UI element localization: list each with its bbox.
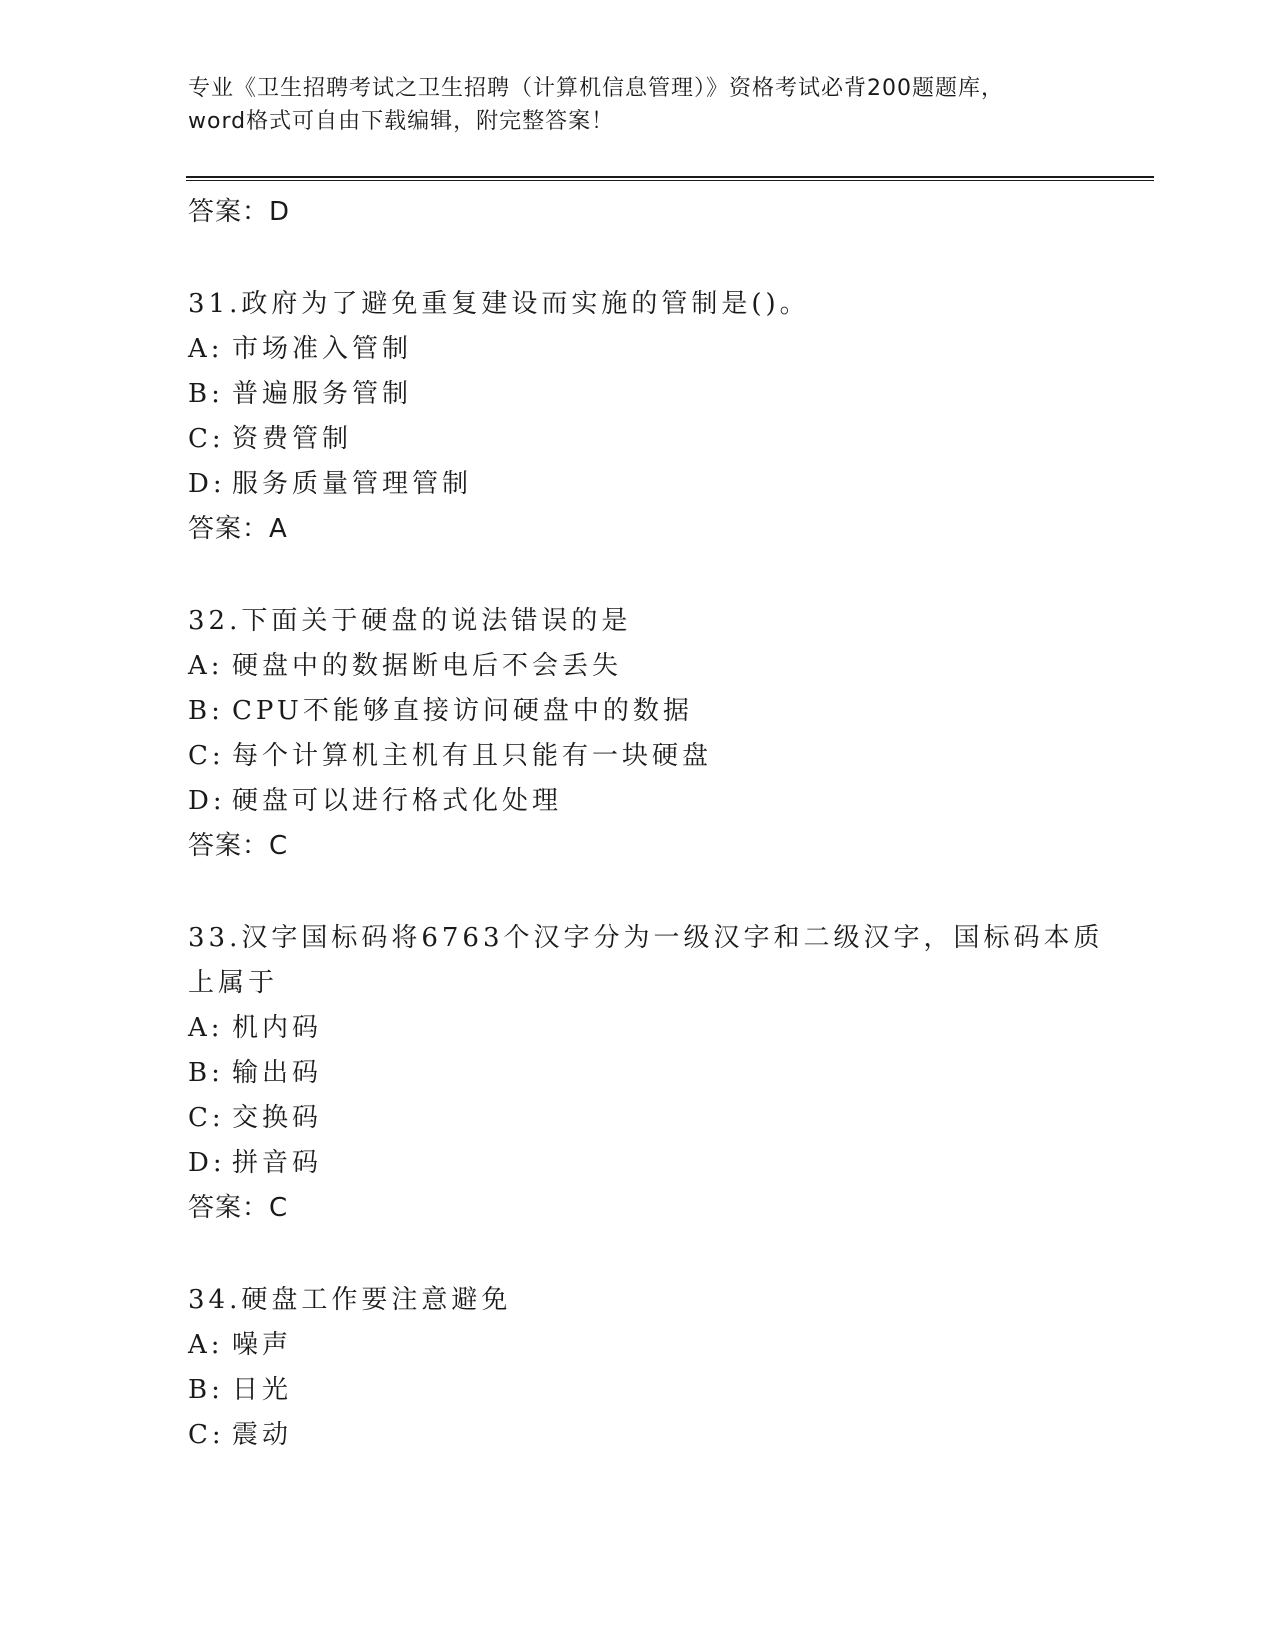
question-31 xyxy=(188,282,1108,552)
option-c xyxy=(188,734,1108,779)
option-text: 硬盘中的数据断电后不会丢失 xyxy=(232,651,623,681)
option-text: 交换码 xyxy=(232,1103,323,1133)
option-text: 机内码 xyxy=(232,1013,323,1043)
spacer xyxy=(188,552,1108,599)
previous-answer xyxy=(188,190,1108,235)
option-c xyxy=(188,417,1108,462)
header-line-1: 专业《卫生招聘考试之卫生招聘（计算机信息管理）》资格考试必背200题题库， xyxy=(188,76,1004,101)
option-a xyxy=(188,644,1108,689)
answer-value: D xyxy=(269,197,291,227)
question-34 xyxy=(188,1278,1108,1458)
option-key: B: xyxy=(188,379,224,409)
option-text: 日光 xyxy=(232,1375,293,1405)
question-32 xyxy=(188,599,1108,869)
answer xyxy=(188,507,1108,552)
option-a xyxy=(188,1006,1108,1051)
option-c xyxy=(188,1096,1108,1141)
option-key: C: xyxy=(188,741,225,771)
answer-label: 答案： xyxy=(188,197,270,227)
option-b xyxy=(188,1368,1108,1413)
option-key: C: xyxy=(188,424,225,454)
option-key: B: xyxy=(188,1058,224,1088)
option-d xyxy=(188,779,1108,824)
option-key: C: xyxy=(188,1103,225,1133)
answer-label: 答案： xyxy=(188,831,270,861)
question-stem: 31.政府为了避免重复建设而实施的管制是()。 xyxy=(188,289,810,319)
option-text: 资费管制 xyxy=(232,424,353,454)
question-33 xyxy=(188,916,1108,1231)
answer-label: 答案： xyxy=(188,1193,270,1223)
option-text: 噪声 xyxy=(232,1330,293,1360)
option-c xyxy=(188,1413,1108,1458)
option-a xyxy=(188,1323,1108,1368)
option-d xyxy=(188,462,1108,507)
option-b xyxy=(188,689,1108,734)
answer-value: A xyxy=(269,514,288,544)
spacer xyxy=(188,235,1108,282)
option-b xyxy=(188,372,1108,417)
option-text: 震动 xyxy=(232,1420,293,1450)
option-key: A: xyxy=(188,651,224,681)
option-b xyxy=(188,1051,1108,1096)
option-key: D: xyxy=(188,786,226,816)
option-key: D: xyxy=(188,1148,226,1178)
option-a xyxy=(188,327,1108,372)
option-text: 普遍服务管制 xyxy=(232,379,413,409)
spacer xyxy=(188,869,1108,916)
option-text: 每个计算机主机有且只能有一块硬盘 xyxy=(232,741,713,771)
answer-value: C xyxy=(269,831,289,861)
option-key: B: xyxy=(188,1375,224,1405)
answer xyxy=(188,824,1108,869)
answer xyxy=(188,1186,1108,1231)
option-key: D: xyxy=(188,469,226,499)
option-text: 服务质量管理管制 xyxy=(232,469,473,499)
header-line-2: word格式可自由下载编辑，附完整答案！ xyxy=(188,109,615,134)
document-header xyxy=(188,72,1088,138)
question-list xyxy=(188,190,1108,1458)
option-text: 拼音码 xyxy=(232,1148,323,1178)
option-key: A: xyxy=(188,1330,224,1360)
option-key: A: xyxy=(188,1013,224,1043)
answer-label: 答案： xyxy=(188,514,270,544)
question-stem: 32.下面关于硬盘的说法错误的是 xyxy=(188,606,632,636)
question-stem: 34.硬盘工作要注意避免 xyxy=(188,1285,512,1315)
option-key: B: xyxy=(188,696,224,726)
answer-value: C xyxy=(269,1193,289,1223)
option-key: C: xyxy=(188,1420,225,1450)
header-divider xyxy=(186,176,1154,181)
option-d xyxy=(188,1141,1108,1186)
option-text: 输出码 xyxy=(232,1058,323,1088)
option-text: 硬盘可以进行格式化处理 xyxy=(232,786,563,816)
option-text: 市场准入管制 xyxy=(232,334,413,364)
option-text: CPU不能够直接访问硬盘中的数据 xyxy=(232,696,693,726)
question-stem: 33.汉字国标码将6763个汉字分为一级汉字和二级汉字，国标码本质上属于 xyxy=(188,923,1104,998)
option-key: A: xyxy=(188,334,224,364)
spacer xyxy=(188,1231,1108,1278)
